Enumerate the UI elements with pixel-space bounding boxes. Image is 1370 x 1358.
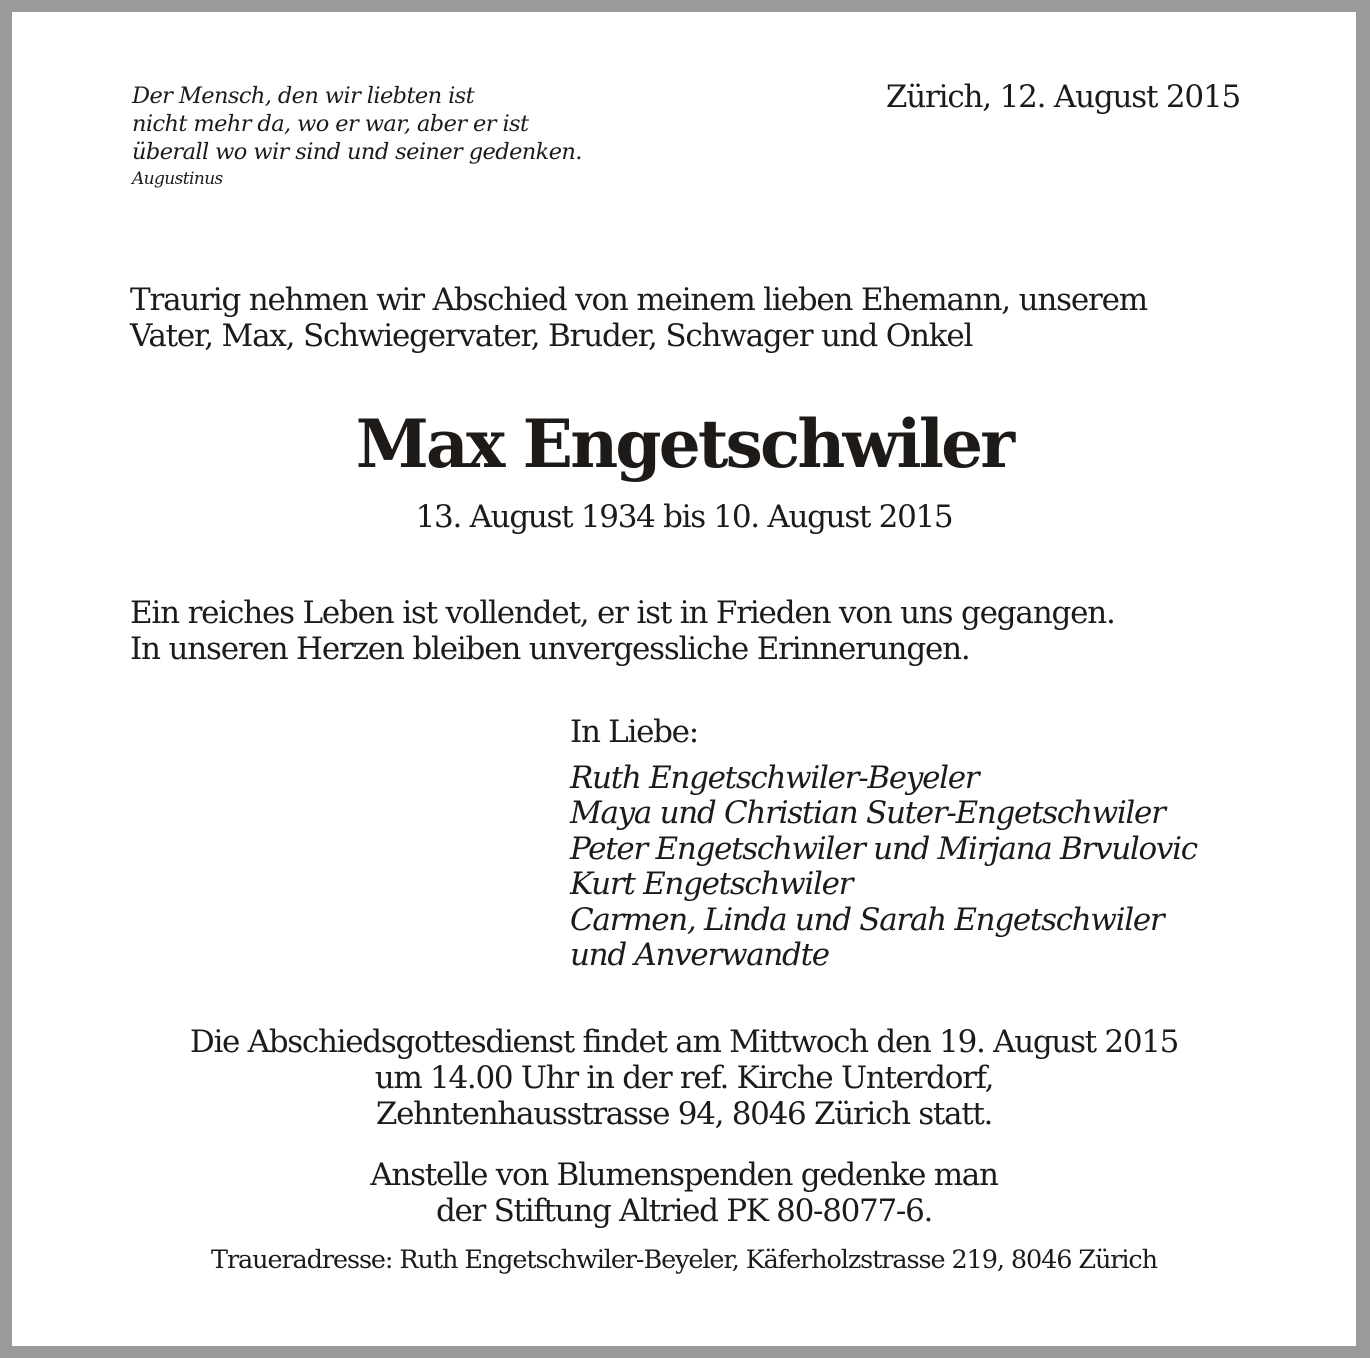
service-line: Zehntenhausstrasse 94, 8046 Zürich statt. <box>375 1096 993 1132</box>
lifespan-dates: 13. August 1934 bis 10. August 2015 <box>415 499 953 535</box>
epigraph-quote <box>132 82 652 192</box>
service-details <box>12 1024 1356 1132</box>
service-line: um 14.00 Uhr in der ref. Kirche Unterdorf, <box>374 1060 994 1096</box>
quote-line: Der Mensch, den wir liebten ist <box>132 83 475 109</box>
intro-line: Vater, Max, Schwiegervater, Bruder, Schwager und Onkel <box>130 318 973 354</box>
service-line: Die Abschiedsgottesdienst findet am Mittwoch den 19. August 2015 <box>189 1024 1179 1060</box>
mourner-name: Ruth Engetschwiler-Beyeler <box>570 759 979 796</box>
donation-note <box>12 1157 1356 1229</box>
mourner-name: und Anverwandte <box>570 937 829 973</box>
quote-author: Augustinus <box>132 169 223 189</box>
mourners-list <box>570 761 1270 974</box>
mourner-name: Kurt Engetschwiler <box>570 866 853 902</box>
tribute-line: In unseren Herzen bleiben unvergessliche Erinnerungen. <box>130 631 970 667</box>
mourner-name: Maya und Christian Suter-Engetschwiler <box>570 795 1165 831</box>
mourner-name: Carmen, Linda und Sarah Engetschwiler <box>570 901 1164 938</box>
deceased-name: Max Engetschwiler <box>355 405 1013 483</box>
mourners-label: In Liebe: <box>570 714 698 750</box>
mourner-name: Peter Engetschwiler und Mirjana Brvulovic <box>570 830 1197 867</box>
donation-line: der Stiftung Altried PK 80-8077-6. <box>435 1193 933 1229</box>
quote-line: überall wo wir sind und seiner gedenken. <box>132 139 582 165</box>
mourners-block <box>570 715 1270 974</box>
place-date: Zürich, 12. August 2015 <box>885 79 1240 115</box>
intro-text <box>130 282 1260 354</box>
tribute-text <box>130 595 1260 667</box>
tribute-line: Ein reiches Leben ist vollendet, er ist in Frieden von uns gegangen. <box>130 595 1115 631</box>
obituary-notice <box>12 12 1356 1346</box>
quote-line: nicht mehr da, wo er war, aber er ist <box>132 111 529 137</box>
intro-line: Traurig nehmen wir Abschied von meinem lieben Ehemann, unserem <box>130 282 1147 318</box>
donation-line: Anstelle von Blumenspenden gedenke man <box>370 1157 998 1193</box>
mourning-address: Traueradresse: Ruth Engetschwiler-Beyeler, Käferholzstrasse 219, 8046 Zürich <box>211 1245 1157 1275</box>
